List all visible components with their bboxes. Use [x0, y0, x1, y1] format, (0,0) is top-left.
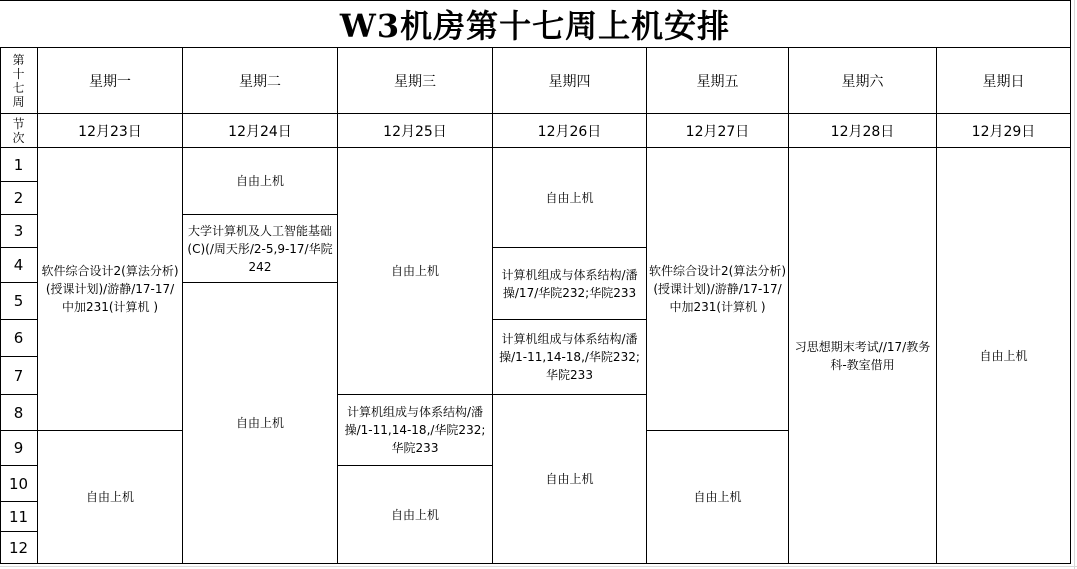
schedule-block[interactable]: 自由上机	[493, 148, 647, 248]
corner-week-char: 周	[12, 94, 25, 109]
date-header: 12月23日	[38, 114, 183, 148]
schedule-block[interactable]: 计算机组成与体系结构/潘操/17/华院232;华院233	[493, 248, 647, 320]
day-header: 星期五	[647, 48, 789, 114]
day-header: 星期四	[493, 48, 647, 114]
day-header: 星期日	[937, 48, 1071, 114]
schedule-block[interactable]: 计算机组成与体系结构/潘操/1-11,14-18,/华院232;华院233	[338, 395, 493, 466]
period-number: 5	[0, 283, 38, 320]
date-header: 12月24日	[183, 114, 338, 148]
period-number: 12	[0, 532, 38, 564]
schedule-block[interactable]: 大学计算机及人工智能基础(C)(/周天彤/2-5,9-17/华院242	[183, 215, 338, 283]
date-header: 12月26日	[493, 114, 647, 148]
schedule-block[interactable]: 习思想期末考试//17/教务科-教室借用	[789, 148, 937, 564]
day-header: 星期三	[338, 48, 493, 114]
corner-week-char: 十	[12, 66, 25, 81]
period-number: 7	[0, 357, 38, 395]
schedule-block[interactable]: 自由上机	[647, 431, 789, 564]
period-number: 1	[0, 148, 38, 182]
schedule-block[interactable]: 自由上机	[937, 148, 1071, 564]
period-number: 10	[0, 466, 38, 502]
schedule-block[interactable]: 软件综合设计2(算法分析)(授课计划)/游静/17-17/中加231(计算机 )	[647, 148, 789, 431]
schedule-block[interactable]: 自由上机	[183, 148, 338, 215]
period-number: 6	[0, 320, 38, 357]
period-number: 3	[0, 215, 38, 248]
corner-section-label	[0, 114, 38, 148]
schedule-block[interactable]: 软件综合设计2(算法分析)(授课计划)/游静/17-17/中加231(计算机 )	[38, 148, 183, 431]
date-header: 12月25日	[338, 114, 493, 148]
date-header: 12月29日	[937, 114, 1071, 148]
schedule-block[interactable]: 计算机组成与体系结构/潘操/1-11,14-18,/华院232;华院233	[493, 320, 647, 395]
date-header: 12月28日	[789, 114, 937, 148]
corner-week-char: 七	[12, 80, 25, 95]
period-number: 2	[0, 182, 38, 215]
corner-section-char: 节	[12, 116, 25, 131]
day-header: 星期六	[789, 48, 937, 114]
schedule-block[interactable]: 自由上机	[38, 431, 183, 564]
schedule-block[interactable]: 自由上机	[493, 395, 647, 564]
schedule-block[interactable]: 自由上机	[183, 283, 338, 564]
sheet-gridline	[1074, 0, 1075, 569]
period-number: 4	[0, 248, 38, 283]
period-number: 8	[0, 395, 38, 431]
corner-week-char: 第	[12, 52, 25, 67]
sheet-title: W3机房第十七周上机安排	[0, 0, 1071, 48]
sheet-top-border	[0, 0, 1071, 1]
date-header: 12月27日	[647, 114, 789, 148]
period-number: 9	[0, 431, 38, 466]
corner-section-char: 次	[12, 130, 25, 145]
period-number: 11	[0, 502, 38, 532]
day-header: 星期二	[183, 48, 338, 114]
day-header: 星期一	[38, 48, 183, 114]
corner-week-label	[0, 48, 38, 114]
schedule-block[interactable]: 自由上机	[338, 466, 493, 564]
sheet-gridline	[0, 566, 1077, 567]
schedule-block[interactable]: 自由上机	[338, 148, 493, 395]
